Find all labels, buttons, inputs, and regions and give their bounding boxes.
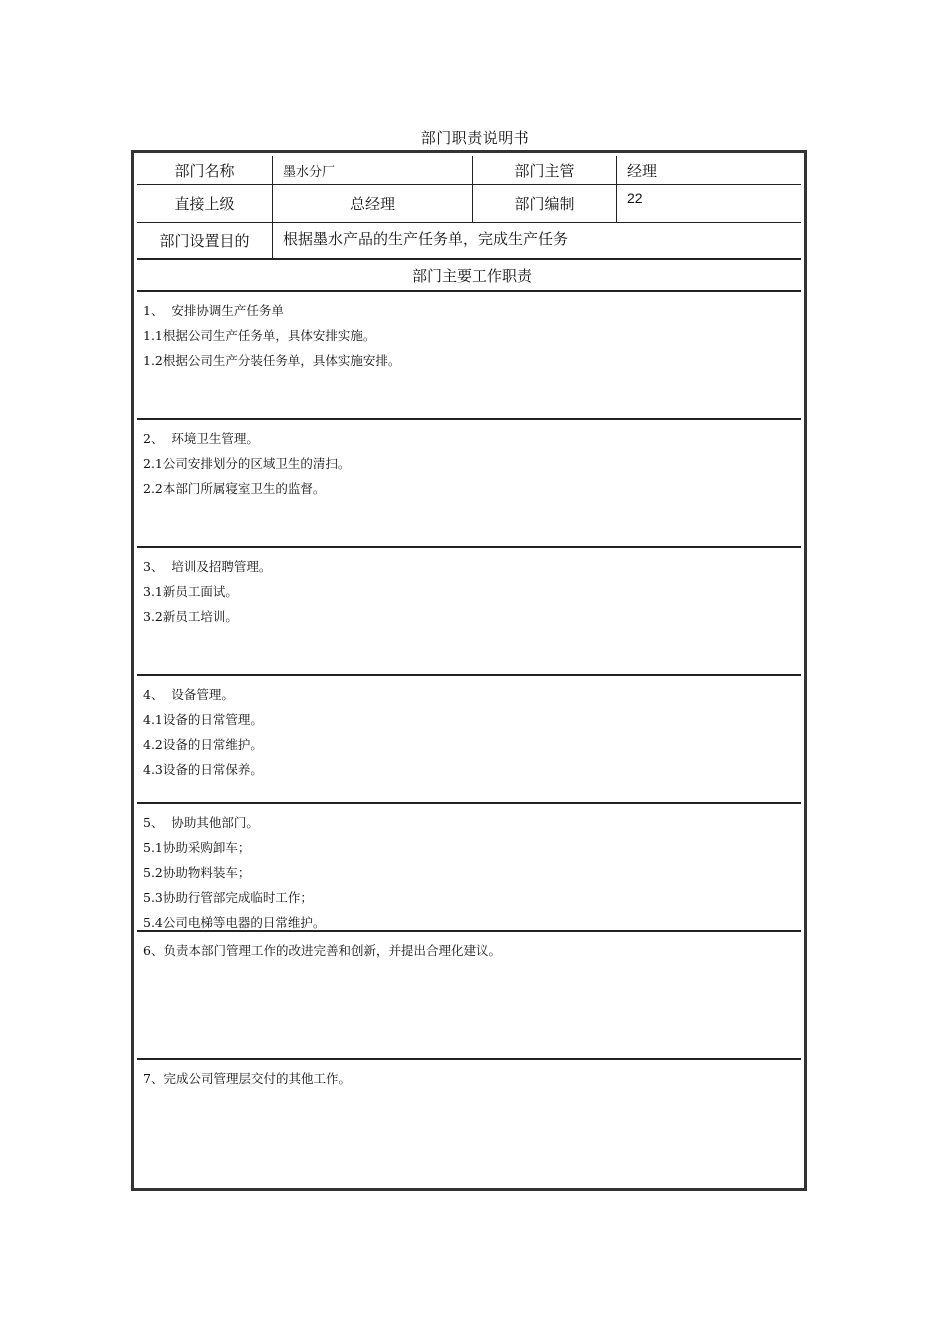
section-line: 3.1新员工面试。 (143, 584, 238, 599)
section-line: 2、 环境卫生管理。 (143, 431, 259, 446)
responsibility-section-3 (137, 548, 801, 674)
section-line: 6、负责本部门管理工作的改进完善和创新，并提出合理化建议。 (143, 943, 501, 958)
table-inner (137, 156, 801, 1185)
section-line: 4.2设备的日常维护。 (143, 737, 263, 752)
section-line: 3、 培训及招聘管理。 (143, 559, 272, 574)
section-line: 1、 安排协调生产任务单 (143, 303, 284, 318)
dept-head-value: 经理 (627, 161, 658, 180)
responsibility-table (131, 150, 807, 1191)
responsibility-section-5 (137, 804, 801, 930)
purpose-label: 部门设置目的 (159, 232, 250, 250)
dept-name-value: 墨水分厂 (283, 164, 336, 180)
section-line: 5.1协助采购卸车； (143, 840, 251, 855)
section-line: 5.3协助行管部完成临时工作； (143, 890, 313, 905)
responsibilities-heading: 部门主要工作职责 (411, 266, 532, 285)
section-line: 5、 协助其他部门。 (143, 815, 259, 830)
responsibility-section-4 (137, 676, 801, 802)
responsibility-section-7 (137, 1060, 801, 1186)
responsibility-section-6 (137, 932, 801, 1058)
responsibility-section-2 (137, 420, 801, 546)
section-line: 2.2本部门所属寝室卫生的监督。 (143, 481, 326, 496)
superior-value: 总经理 (349, 195, 395, 213)
dept-name-label: 部门名称 (174, 161, 235, 180)
section-line: 1.1根据公司生产任务单，具体安排实施。 (143, 328, 376, 343)
section-line: 4.1设备的日常管理。 (143, 712, 263, 727)
headcount-label: 部门编制 (514, 195, 575, 213)
section-line: 3.2新员工培训。 (143, 609, 238, 624)
section-line: 7、完成公司管理层交付的其他工作。 (143, 1071, 351, 1086)
section-line: 5.2协助物料装车； (143, 865, 251, 880)
section-line: 2.1公司安排划分的区域卫生的清扫。 (143, 456, 351, 471)
dept-head-label: 部门主管 (514, 161, 575, 180)
document-title: 部门职责说明书 (420, 129, 530, 147)
section-line: 5.4公司电梯等电器的日常维护。 (143, 915, 326, 930)
headcount-value: 22 (627, 190, 643, 206)
section-line: 1.2根据公司生产分装任务单，具体实施安排。 (143, 353, 401, 368)
section-line: 4、 设备管理。 (143, 687, 234, 702)
purpose-value: 根据墨水产品的生产任务单，完成生产任务 (283, 229, 569, 248)
superior-label: 直接上级 (174, 195, 235, 213)
responsibility-section-1 (137, 292, 801, 418)
section-line: 4.3设备的日常保养。 (143, 762, 263, 777)
